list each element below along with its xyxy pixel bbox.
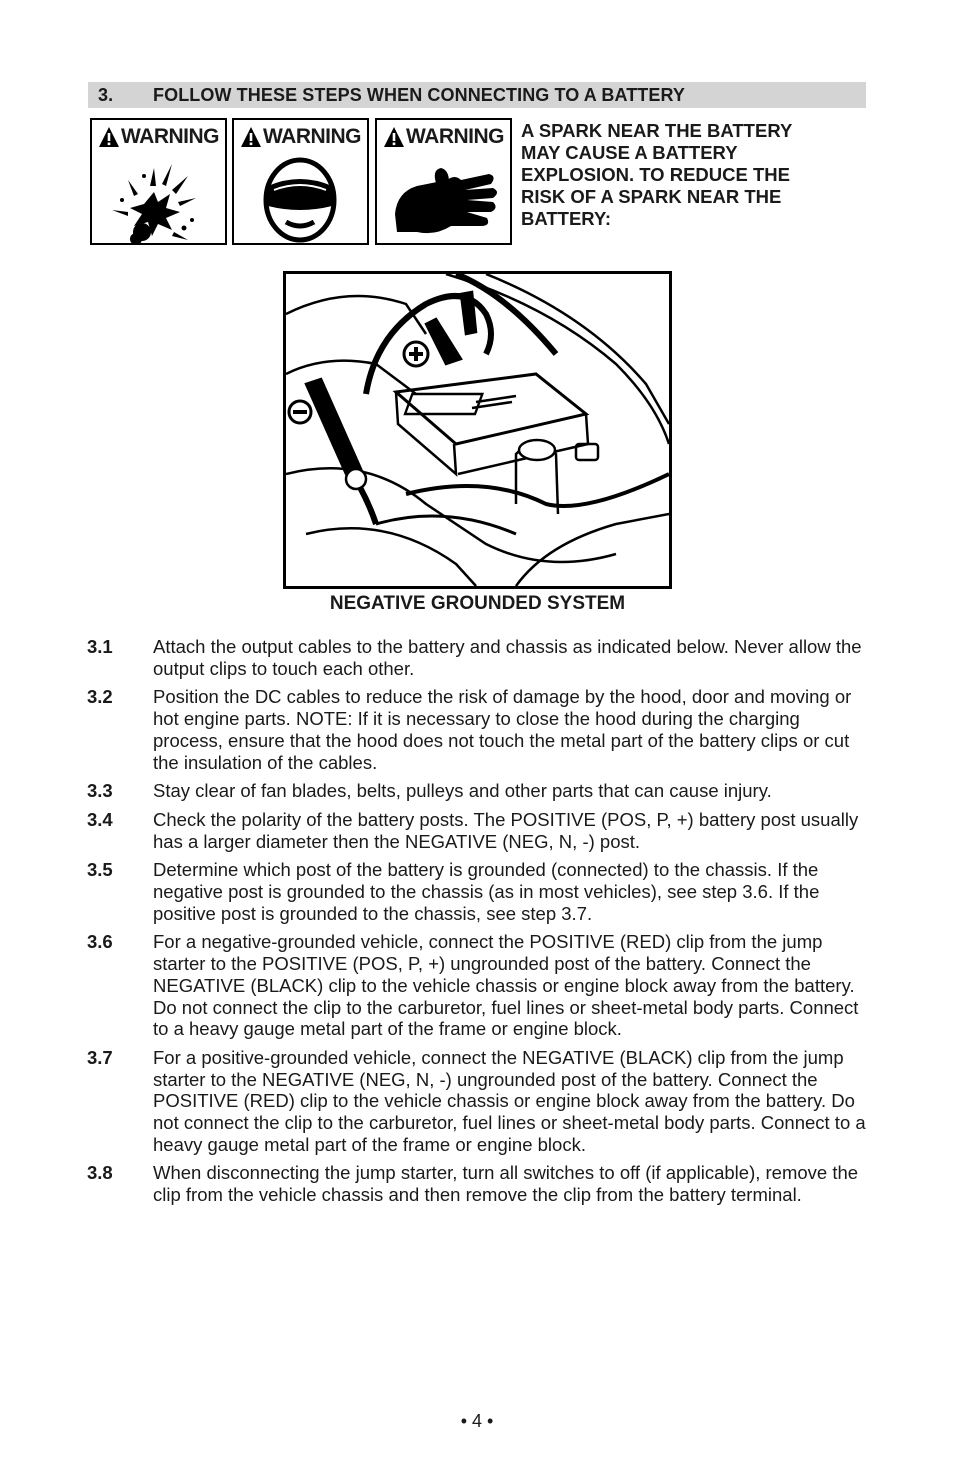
step-number: 3.2 <box>87 686 113 708</box>
protective-glove-icon <box>377 156 510 245</box>
step-item <box>88 809 868 852</box>
warning-triangle-icon <box>98 126 120 148</box>
step-number: 3.5 <box>87 859 113 881</box>
step-item <box>88 636 868 679</box>
warning-triangle-icon <box>240 126 262 148</box>
step-text: Stay clear of fan blades, belts, pulleys and other parts that can cause injury. <box>153 780 772 802</box>
step-text: For a positive-grounded vehicle, connect the NEGATIVE (BLACK) clip from the jump starter to the NEGATIVE (NEG, N, -) ungrounded post of the battery. Connect the POSITIVE (RED) clip to the vehicle chassis or engine block away from the battery. Do not connect the clip to the carburetor, fuel lines or sheet-metal body parts. Connect to a heavy gauge metal part of the frame or engine block. <box>153 1046 866 1155</box>
step-text: Check the polarity of the battery posts. The POSITIVE (POS, P, +) battery post usually has a larger diameter then the NEGATIVE (NEG, N, -) post. <box>153 808 859 852</box>
step-item <box>88 780 868 802</box>
engine-bay-illustration <box>283 271 672 589</box>
step-item <box>88 931 868 1040</box>
warning-label: WARNING <box>234 120 367 154</box>
step-number: 3.7 <box>87 1046 113 1068</box>
step-number: 3.3 <box>87 780 113 802</box>
step-number: 3.4 <box>87 808 113 830</box>
step-text: For a negative-grounded vehicle, connect the POSITIVE (RED) clip from the jump starter to the POSITIVE (POS, P, +) ungrounded post of the battery. Connect the NEGATIVE (BLACK) clip to the vehicle chassis or engine block away from the battery. Do not connect the clip to the carburetor, fuel lines or sheet-metal body parts. Connect to a heavy gauge metal part of the frame or engine block. <box>153 931 859 1040</box>
step-text: Attach the output cables to the battery and chassis as indicated below. Never allow the output clips to touch each other. <box>153 636 862 679</box>
step-item <box>88 686 868 773</box>
warning-label: WARNING <box>377 120 510 154</box>
warning-box-explosion <box>90 118 227 245</box>
warning-box-hand-protection <box>375 118 512 245</box>
step-text: Determine which post of the battery is grounded (connected) to the chassis. If the negative post is grounded to the chassis (as in most vehicles), see step 3.6. If the positive post is grounded to the chassis, see step 3.7. <box>153 859 820 924</box>
positive-terminal-marker <box>404 342 428 366</box>
warning-label: WARNING <box>92 120 225 154</box>
section-header <box>88 82 866 108</box>
step-item <box>88 1047 868 1156</box>
figure-caption: NEGATIVE GROUNDED SYSTEM <box>329 593 626 614</box>
safety-goggles-icon <box>234 156 367 245</box>
page-number: • 4 • <box>460 1411 494 1431</box>
warning-triangle-icon <box>383 126 405 148</box>
step-text: Position the DC cables to reduce the risk of damage by the hood, door and moving or hot engine parts. NOTE: If it is necessary to close the hood during the charging process, ensure that the hood does not touch the metal part of the battery clips or cut the insulation of the cables. <box>153 686 852 773</box>
step-number: 3.8 <box>87 1162 113 1184</box>
warning-box-eye-protection <box>232 118 369 245</box>
step-item <box>88 859 868 924</box>
step-number: 3.6 <box>87 931 113 953</box>
explosion-icon <box>92 156 225 245</box>
step-item <box>88 1162 868 1205</box>
section-number: 3. <box>98 84 114 105</box>
steps-list <box>88 636 868 1213</box>
battery-connection-diagram <box>286 274 669 586</box>
negative-terminal-marker <box>289 401 311 423</box>
warning-text: A SPARK NEAR THE BATTERY MAY CAUSE A BATTERY EXPLOSION. TO REDUCE THE RISK OF A SPARK NEAR THE BATTERY: <box>521 120 793 229</box>
step-number: 3.1 <box>87 636 113 657</box>
section-title: FOLLOW THESE STEPS WHEN CONNECTING TO A BATTERY <box>153 84 686 105</box>
step-text: When disconnecting the jump starter, turn all switches to off (if applicable), remove the clip from the vehicle chassis and then remove the clip from the battery terminal. <box>153 1162 859 1206</box>
